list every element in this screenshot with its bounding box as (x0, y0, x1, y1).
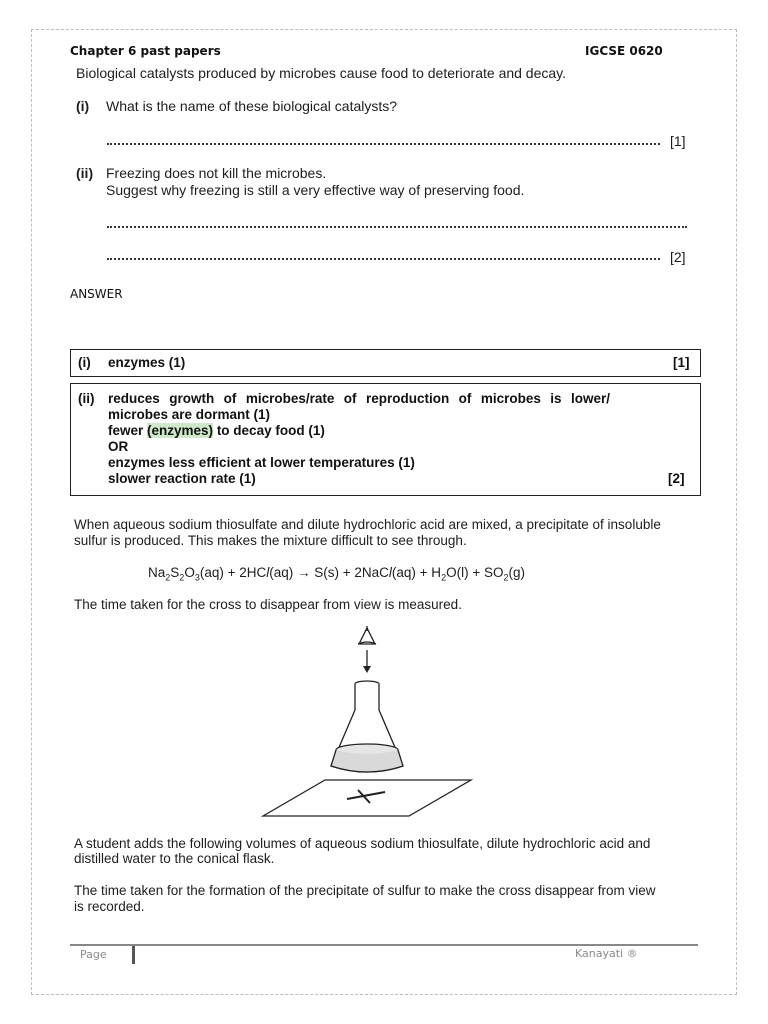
question1-part-i-text: What is the name of these biological catalysts? (106, 98, 398, 114)
answer-ii-line2: microbes are dormant (1) (108, 407, 271, 422)
answer-heading: ANSWER (70, 287, 123, 301)
answer-i-text: enzymes (1) (108, 355, 186, 370)
question1-part-i-mark: [1] (670, 133, 686, 149)
answer-ii-label: (ii) (78, 391, 95, 406)
question2-para4-line2: is recorded. (74, 899, 145, 914)
footer-divider (132, 946, 135, 964)
header-course-code: IGCSE 0620 (585, 44, 663, 58)
chemical-equation: $Na_2S_2O_3(aq) + 2HCl(aq) \to S(s)$ + 2NaCl(aq) + $H_2O(l) + SO_2(g)$ (148, 565, 525, 583)
answer-line (107, 226, 687, 228)
answer-ii-line3-pre: fewer (108, 423, 148, 438)
answer-ii-line3 (108, 423, 325, 438)
arrow-down-icon (363, 650, 371, 673)
question1-part-i-label: (i) (76, 98, 90, 114)
header-chapter-title: Chapter 6 past papers (70, 44, 221, 58)
question2-para1-line2: sulfur is produced. This makes the mixture difficult to see through. (74, 533, 467, 548)
question1-intro: Biological catalysts produced by microbes cause food to deteriorate and decay. (76, 65, 567, 81)
answer-ii-or: OR (108, 439, 129, 454)
question2-para3-line1: A student adds the following volumes of aqueous sodium thiosulfate, dilute hydrochloric acid and (74, 836, 651, 851)
footer-page-label: Page (80, 948, 107, 961)
answer-box-ii (70, 383, 701, 496)
conical-flask (331, 681, 403, 772)
answer-i-mark: [1] (673, 355, 690, 370)
footer-rule (70, 944, 698, 946)
answer-ii-mark: [2] (668, 471, 685, 486)
answer-ii-line3-post: to decay food (1) (213, 423, 325, 438)
answer-ii-line6: slower reaction rate (1) (108, 471, 256, 486)
footer-author: Kanayati ® (575, 947, 638, 960)
answer-line (107, 258, 660, 260)
conical-flask-diagram (255, 620, 475, 820)
question2-para3-line2: distilled water to the conical flask. (74, 851, 275, 866)
paper-with-cross (263, 780, 471, 816)
question2-para4-line1: The time taken for the formation of the precipitate of sulfur to make the cross disappear from view (74, 883, 656, 898)
answer-i-label: (i) (78, 355, 91, 370)
question2-para1-line1: When aqueous sodium thiosulfate and dilute hydrochloric acid are mixed, a precipitate of insoluble (74, 517, 661, 532)
eye-icon (358, 626, 376, 644)
answer-ii-line1: reduces growth of microbes/rate of reproduction of microbes is lower/ (108, 391, 610, 406)
question2-para2: The time taken for the cross to disappear from view is measured. (74, 597, 462, 612)
answer-line (107, 143, 660, 145)
question1-part-ii-line2: Suggest why freezing is still a very effective way of preserving food. (106, 182, 525, 198)
answer-ii-line5: enzymes less efficient at lower temperatures (1) (108, 455, 415, 470)
question1-part-ii-label: (ii) (76, 165, 94, 181)
question1-part-ii-line1: Freezing does not kill the microbes. (106, 165, 327, 181)
answer-box-i (70, 349, 701, 377)
highlighted-text: (enzymes) (147, 423, 214, 438)
question1-part-ii-mark: [2] (670, 249, 686, 265)
